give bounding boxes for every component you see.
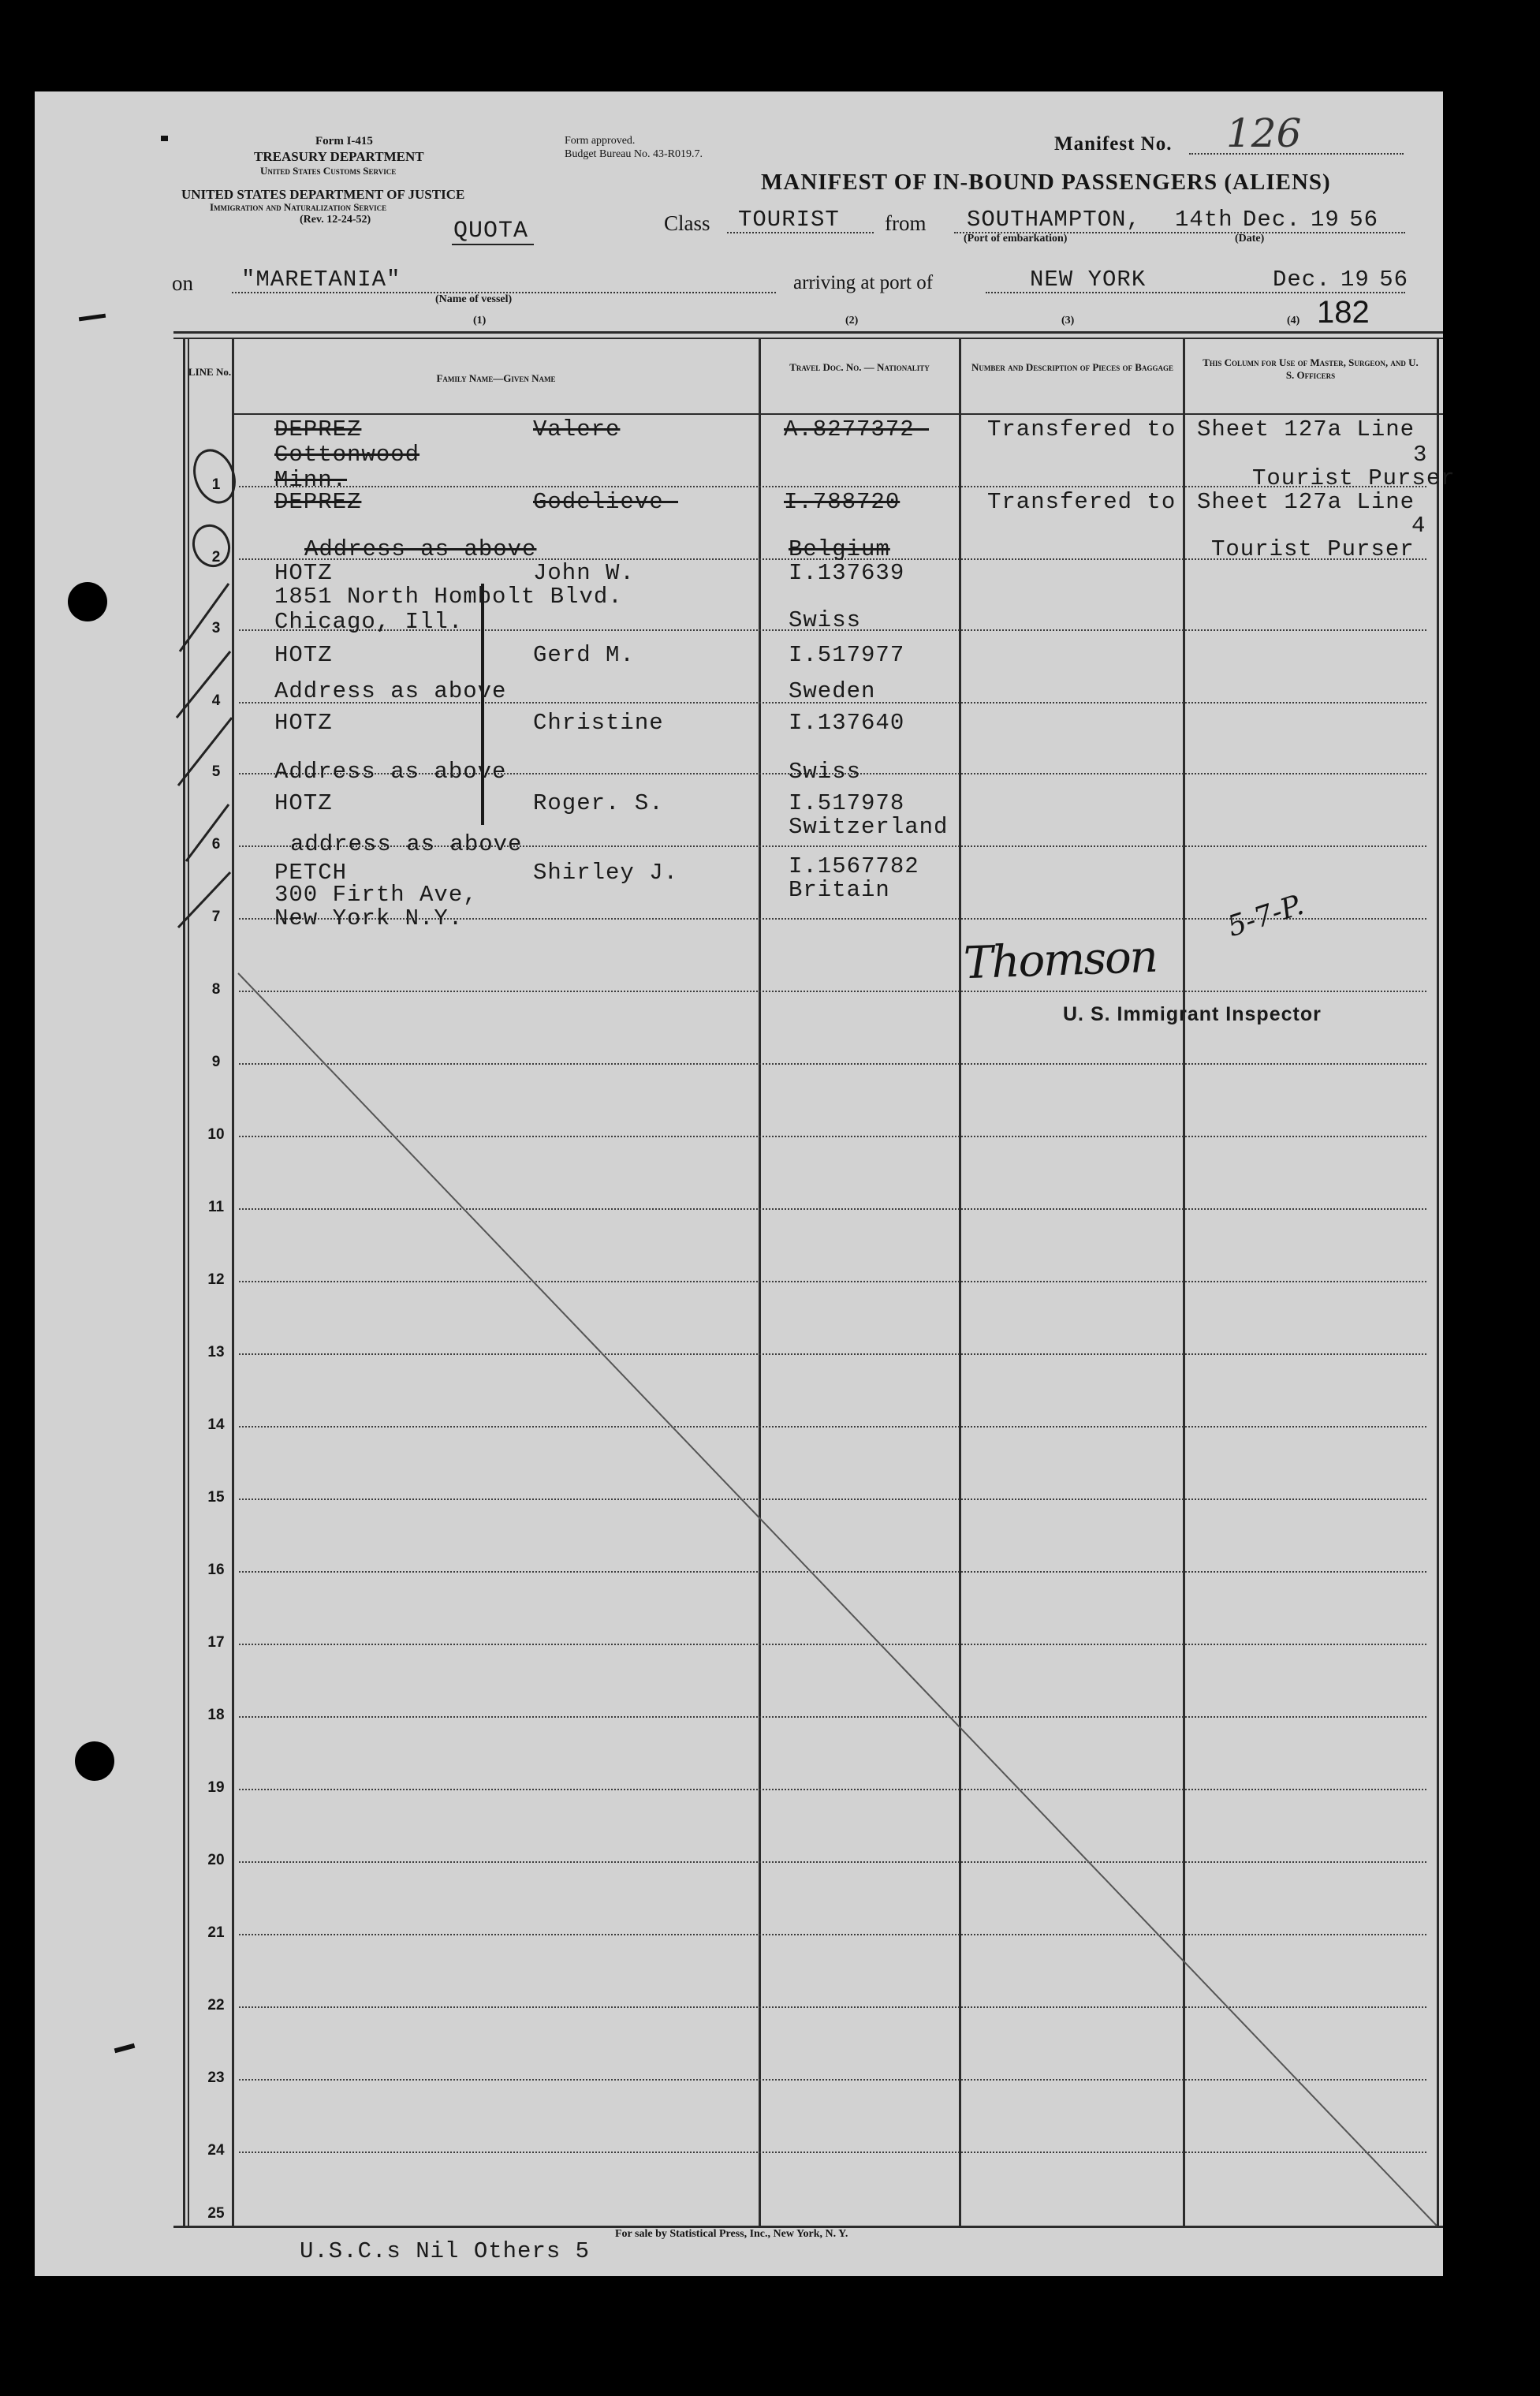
line-number: 17 xyxy=(207,1634,225,1651)
entry-6-family-name: HOTZ xyxy=(274,790,333,816)
line-number: 6 xyxy=(211,836,221,853)
entry-2-officer-line: 4 xyxy=(1411,513,1426,539)
class-label: Class xyxy=(664,211,710,235)
entry-6-given-name: Roger. S. xyxy=(533,790,664,816)
date-caption: (Date) xyxy=(1235,233,1265,244)
entry-2-baggage-note: Transfered to xyxy=(987,489,1176,515)
manifest-number: 126 xyxy=(1226,110,1302,156)
entry-5-nationality: Swiss xyxy=(789,759,862,785)
entry-7-family-name: PETCH xyxy=(274,860,348,886)
entry-2-officer-note: Sheet 127a Line xyxy=(1197,489,1415,515)
entry-1-address-2: Minn. xyxy=(274,467,348,493)
line-number: 22 xyxy=(207,1997,225,2013)
entry-2-family-name: DEPREZ xyxy=(274,489,362,515)
line-number: 3 xyxy=(211,620,221,636)
port-embark-caption: (Port of embarkation) xyxy=(964,233,1068,244)
line-number: 24 xyxy=(207,2142,225,2159)
ins-service: Immigration and Naturalization Service xyxy=(210,201,387,213)
line-number: 13 xyxy=(207,1344,225,1360)
reference-number: 182 xyxy=(1317,295,1370,330)
entry-7-travel-doc: I.1567782 xyxy=(789,853,919,879)
entry-4-travel-doc: I.517977 xyxy=(789,642,905,668)
from-label: from xyxy=(885,211,927,235)
col-marker-3: (3) xyxy=(1061,315,1075,327)
line-number: 1 xyxy=(211,476,221,493)
entry-3-address-1: 1851 North Hombolt Blvd. xyxy=(274,584,623,610)
line-number: 12 xyxy=(207,1271,225,1288)
line-number: 10 xyxy=(207,1126,225,1143)
entry-3-nationality: Swiss xyxy=(789,607,862,633)
line-number: 9 xyxy=(211,1054,221,1070)
entry-2-given-name: Godelieve- xyxy=(533,489,679,515)
entry-3-address-2: Chicago, Ill. xyxy=(274,609,464,635)
entry-5-family-name: HOTZ xyxy=(274,710,333,736)
entry-2-officer-purser: Tourist Purser xyxy=(1211,536,1415,562)
vessel-caption: (Name of vessel) xyxy=(435,293,513,305)
diagonal-cancel-line xyxy=(238,973,1437,2226)
line-number: 11 xyxy=(207,1199,225,1215)
col-marker-1: (1) xyxy=(473,315,487,327)
customs-service: United States Customs Service xyxy=(260,165,397,177)
treasury-dept: TREASURY DEPARTMENT xyxy=(254,149,424,164)
manifest-title: MANIFEST OF IN-BOUND PASSENGERS (ALIENS) xyxy=(761,170,1331,195)
inspector-initials: 5-7-P. xyxy=(1223,888,1308,944)
entry-6-address: address as above xyxy=(290,831,523,857)
header-officers: This Column for Use of Master, Surgeon, and U. S. Officers xyxy=(1203,356,1419,382)
line-number: 23 xyxy=(207,2069,225,2086)
entry-4-address: Address as above xyxy=(274,678,507,704)
entry-1-officer-purser: Tourist Purser xyxy=(1252,465,1456,491)
form-revision: (Rev. 12-24-52) xyxy=(300,214,371,226)
entry-5-address: Address as above xyxy=(274,759,507,785)
tick-mark xyxy=(178,872,230,927)
port-of-embarkation: SOUTHAMPTON, xyxy=(967,207,1141,233)
entry-5-travel-doc: I.137640 xyxy=(789,710,905,736)
line-number: 4 xyxy=(211,692,221,709)
embarkation-date: 14th Dec. 19 56 xyxy=(1175,207,1379,233)
line-number: 16 xyxy=(207,1562,225,1578)
header-travel-doc: Travel Doc. No. — Nationality xyxy=(789,361,930,373)
tick-mark xyxy=(178,718,232,786)
col-marker-2: (2) xyxy=(845,315,859,327)
manifest-no-label: Manifest No. xyxy=(1054,133,1173,155)
entry-7-address-2: New York N.Y. xyxy=(274,905,464,931)
entry-1-baggage-note: Transfered to xyxy=(987,416,1176,442)
header-baggage: Number and Description of Pieces of Baggage xyxy=(971,361,1173,373)
form-approved: Form approved. xyxy=(565,135,636,147)
entry-1-officer-line: 3 xyxy=(1413,442,1428,468)
justice-dept: UNITED STATES DEPARTMENT OF JUSTICE xyxy=(181,187,465,202)
class-value: TOURIST xyxy=(738,207,840,233)
circle-mark xyxy=(188,445,241,508)
entry-7-nationality: Britain xyxy=(789,877,890,903)
tick-mark xyxy=(177,651,230,718)
entry-4-nationality: Sweden xyxy=(789,678,876,704)
entry-7-address-1: 300 Firth Ave, xyxy=(274,882,478,908)
header-line-no: LINE No. xyxy=(188,366,232,378)
entry-1-officer-note: Sheet 127a Line xyxy=(1197,416,1415,442)
quota-label: QUOTA xyxy=(453,218,529,244)
on-label: on xyxy=(172,271,193,295)
line-number: 15 xyxy=(207,1489,225,1506)
entry-6-travel-doc: I.517978 xyxy=(789,790,905,816)
line-number: 14 xyxy=(207,1416,225,1433)
budget-bureau: Budget Bureau No. 43-R019.7. xyxy=(565,148,703,160)
entry-2-travel-doc: I.788720 xyxy=(784,489,901,515)
entry-5-given-name: Christine xyxy=(533,710,664,736)
entry-2-address: Address-as-above xyxy=(304,536,537,562)
line-number: 2 xyxy=(211,549,221,565)
entry-6-nationality: Switzerland xyxy=(789,814,949,840)
line-number: 8 xyxy=(211,981,221,998)
entry-3-family-name: HOTZ xyxy=(274,560,333,586)
entry-4-family-name: HOTZ xyxy=(274,642,333,668)
line-number: 7 xyxy=(211,909,221,925)
line-number: 19 xyxy=(207,1779,225,1796)
tick-mark xyxy=(186,804,229,861)
printer-notice: For sale by Statistical Press, Inc., New York, N. Y. xyxy=(615,2228,848,2240)
port-of-arrival: NEW YORK xyxy=(1030,267,1147,293)
vessel-name: "MARETANIA" xyxy=(241,267,401,293)
entry-1-family-name: DEPREZ xyxy=(274,416,362,442)
inspector-signature: Thomson xyxy=(962,931,1158,990)
arrival-date: Dec. 19 56 xyxy=(1273,267,1409,293)
line-number: 18 xyxy=(207,1707,225,1723)
entry-3-given-name: John W. xyxy=(533,560,635,586)
line-number: 25 xyxy=(207,2205,225,2222)
form-number: Form I-415 xyxy=(315,135,373,147)
entry-1-address-1: Cottonwood xyxy=(274,442,420,468)
passenger-totals: U.S.C.s Nil Others 5 xyxy=(300,2238,591,2264)
header-name: Family Name—Given Name xyxy=(436,372,556,384)
circle-mark xyxy=(188,521,234,571)
tick-mark xyxy=(180,584,229,651)
entry-1-given-name: Valere xyxy=(533,416,621,442)
arriving-label: arriving at port of xyxy=(793,272,934,293)
entry-2-nationality: Belgium xyxy=(789,536,890,562)
entry-1-travel-doc: A.8277372- xyxy=(784,416,930,442)
line-number: 20 xyxy=(207,1852,225,1868)
line-number: 21 xyxy=(207,1924,225,1941)
inspector-title: U. S. Immigrant Inspector xyxy=(1063,1003,1322,1025)
entry-3-travel-doc: I.137639 xyxy=(789,560,905,586)
entry-7-given-name: Shirley J. xyxy=(533,860,679,886)
line-number: 5 xyxy=(211,763,221,780)
entry-4-given-name: Gerd M. xyxy=(533,642,635,668)
col-marker-4: (4) xyxy=(1287,315,1300,327)
